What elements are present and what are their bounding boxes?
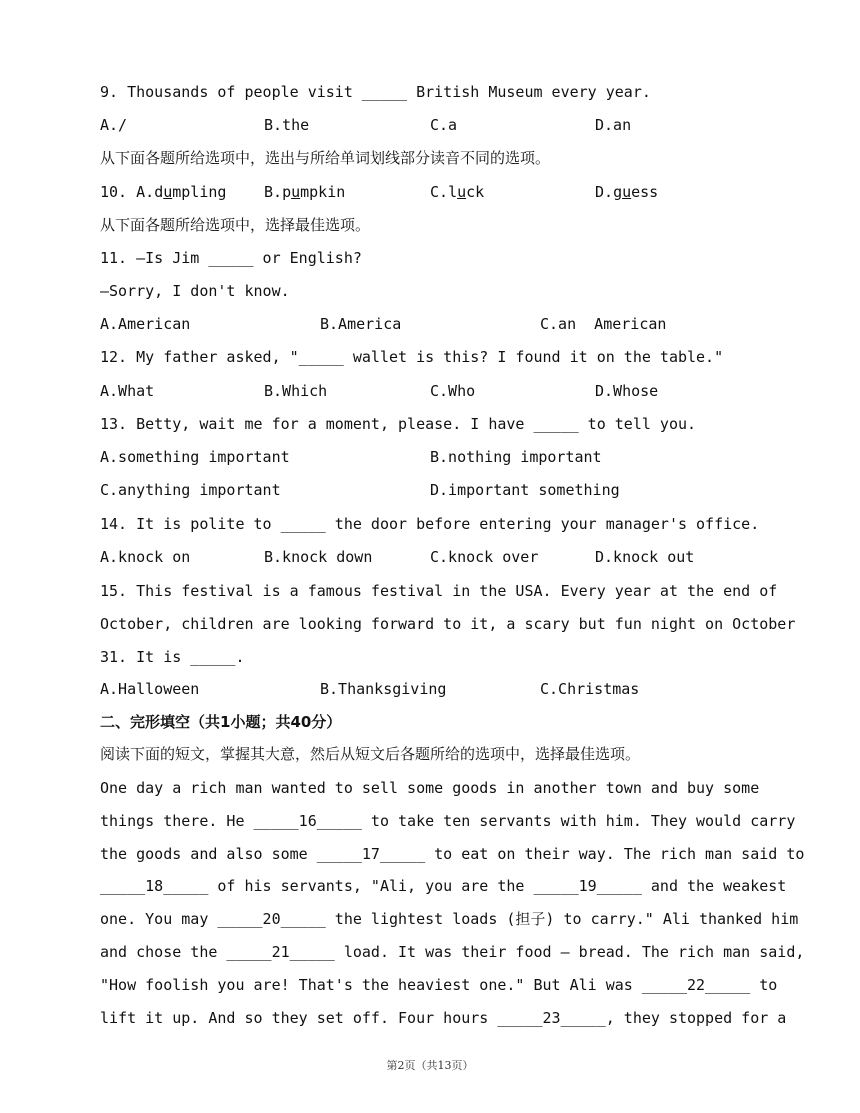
q15-stem-line-1: 15. This festival is a famous festival in the USA. Every year at the end of	[100, 582, 778, 600]
passage-line: lift it up. And so they set off. Four hours _____23_____, they stopped for a	[100, 1009, 787, 1027]
passage-line: things there. He _____16_____ to take ten servants with him. They would carry	[100, 812, 796, 830]
q10-option-a: 10. A.dumpling	[100, 183, 227, 201]
q14-stem: 14. It is polite to _____ the door before entering your manager's office.	[100, 515, 760, 533]
q9-option-a: A./	[100, 116, 128, 134]
passage-line: and chose the _____21_____ load. It was their food — bread. The rich man said,	[100, 943, 805, 961]
q13-option-d: D.important something	[430, 481, 620, 499]
q14-option-c: C.knock over	[430, 548, 539, 566]
q12-option-c: C.Who	[430, 382, 476, 400]
passage-line: "How foolish you are! That's the heaviest one." But Ali was _____22_____ to	[100, 976, 778, 994]
q15-option-a: A.Halloween	[100, 680, 200, 698]
q15-stem-line-3: 31. It is _____.	[100, 648, 245, 666]
q15-stem-line-2: October, children are looking forward to it, a scary but fun night on October	[100, 615, 796, 633]
page-number: 第2页（共13页）	[386, 1059, 474, 1072]
q9-option-b: B.the	[264, 116, 310, 134]
q15-option-c: C.Christmas	[540, 680, 640, 698]
section-heading: 二、完形填空（共1小题；共40分）	[100, 713, 342, 731]
passage-line: One day a rich man wanted to sell some goods in another town and buy some	[100, 779, 760, 797]
q11-reply: —Sorry, I don't know.	[100, 282, 290, 300]
section-instruction: 阅读下面的短文，掌握其大意，然后从短文后各题所给的选项中，选择最佳选项。	[100, 745, 641, 763]
q12-option-a: A.What	[100, 382, 155, 400]
q14-option-a: A.knock on	[100, 548, 191, 566]
q13-stem: 13. Betty, wait me for a moment, please. I have _____ to tell you.	[100, 415, 697, 433]
q15-option-b: B.Thanksgiving	[320, 680, 447, 698]
q14-option-d: D.knock out	[595, 548, 695, 566]
q12-stem: 12. My father asked, "_____ wallet is this? I found it on the table."	[100, 348, 724, 366]
instruction-pronunciation: 从下面各题所给选项中，选出与所给单词划线部分读音不同的选项。	[100, 149, 551, 167]
instruction-best-option: 从下面各题所给选项中，选择最佳选项。	[100, 216, 371, 234]
passage-line: one. You may _____20_____ the lightest loads (担子) to carry." Ali thanked him	[100, 910, 799, 928]
q13-option-c: C.anything important	[100, 481, 281, 499]
q12-option-d: D.Whose	[595, 382, 659, 400]
q11-option-a: A.American	[100, 315, 191, 333]
q11-option-b: B.America	[320, 315, 402, 333]
q11-option-c: C.an American	[540, 315, 667, 333]
q12-option-b: B.Which	[264, 382, 328, 400]
passage-line: _____18_____ of his servants, "Ali, you are the _____19_____ and the weakest	[100, 877, 787, 895]
q13-option-a: A.something important	[100, 448, 290, 466]
q10-option-c: C.luck	[430, 183, 485, 201]
q10-option-d: D.guess	[595, 183, 659, 201]
q14-option-b: B.knock down	[264, 548, 373, 566]
q10-option-b: B.pumpkin	[264, 183, 346, 201]
passage-line: the goods and also some _____17_____ to eat on their way. The rich man said to	[100, 845, 805, 863]
q13-option-b: B.nothing important	[430, 448, 602, 466]
q9-stem: 9. Thousands of people visit _____ British Museum every year.	[100, 83, 651, 101]
q9-option-c: C.a	[430, 116, 458, 134]
q11-stem: 11. —Is Jim _____ or English?	[100, 249, 362, 267]
q9-option-d: D.an	[595, 116, 632, 134]
